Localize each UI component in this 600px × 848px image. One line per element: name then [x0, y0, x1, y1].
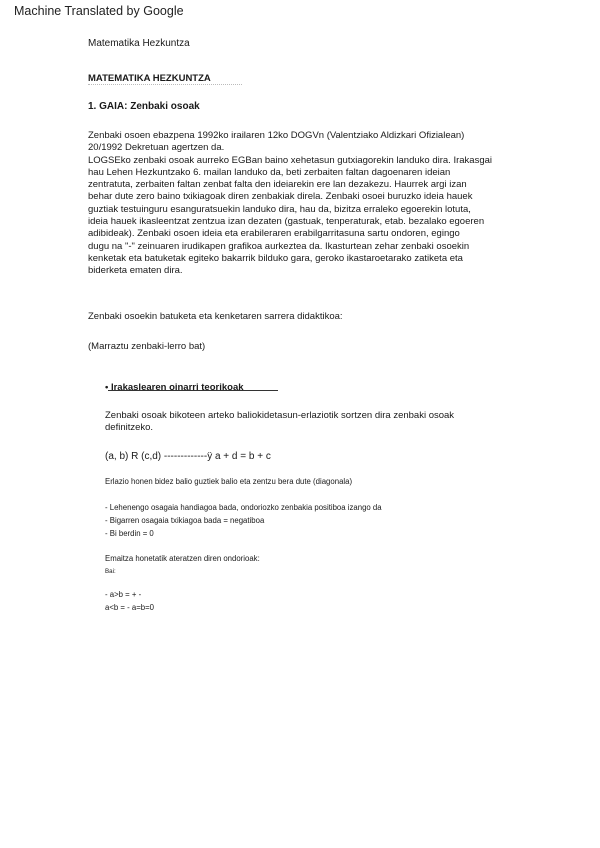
example-label: Bai:	[105, 568, 116, 575]
relation-note	[105, 475, 352, 488]
list-item: - Bi berdin = 0	[105, 529, 154, 538]
conclusions-block	[105, 552, 260, 578]
paragraph-line: LOGSEko zenbaki osoak aurreko EGBan baino xehetasun gutxiagorekin landuko dira. Irakasgai	[88, 154, 492, 166]
equivalence-formula: (a, b) R (c,d) -------------ÿ a + d = b + c	[105, 451, 271, 462]
paragraph-line: kenketak eta batuketak egiteko bakarrik bilduko gara, geroko ikastaroetarako zatiketa eta	[88, 252, 463, 264]
relation-note-text: Erlazio honen bidez balio guztiek balio eta zentzu bera dute (diagonala)	[105, 477, 353, 486]
paragraph-line: guztiak testuinguru esanguratsuekin landuko dira, hau da, bizitza erraleko egoerekin lotuta,	[88, 203, 471, 215]
paragraph-line: definitzeko.	[105, 422, 154, 434]
conclusions-intro: Emaitza honetatik ateratzen diren ondorioak:	[105, 554, 260, 563]
running-header: Matematika Hezkuntza	[88, 38, 190, 49]
theory-bullet-heading: • Irakaslearen oinarri teorikoak	[105, 382, 244, 393]
machine-translation-banner: Machine Translated by Google	[14, 4, 184, 18]
paragraph-line: ideia hauek ikasleentzat zentzua izan dezaten (gastuak, tenperaturak, etab. bezalako egoeren	[88, 216, 485, 228]
number-line-instruction: (Marraztu zenbaki-lerro bat)	[88, 341, 206, 352]
paragraph-line: Zenbaki osoak bikoteen arteko baliokidetasun-erlaziotik sortzen dira zenbaki osoak	[105, 410, 455, 421]
example-line: a<b = - a=b=0	[105, 603, 154, 612]
list-item: - Bigarren osagaia txikiagoa bada = negatiboa	[105, 516, 265, 525]
title-underline	[88, 84, 242, 85]
paragraph-line: adibideak). Zenbaki osoen ideia eta erabileraren erabilgarritasuna sartu ondoren, egingo	[88, 228, 460, 240]
document-title: MATEMATIKA HEZKUNTZA	[88, 73, 211, 84]
definition-paragraph	[105, 410, 525, 435]
paragraph-line: dugu na "-" zeinuaren irudikapen grafikoa aurkeztea da. Ikasturtean zehar zenbaki osoekin	[88, 240, 470, 252]
paragraph-line: Zenbaki osoen ebazpena 1992ko irailaren 12ko DOGVn (Valentziako Aldizkari Ofizialean)	[88, 130, 465, 141]
paragraph-line: behar dute zero baino txikiagoak diren zenbakiak direla. Zenbaki osoei buruzko ideia hauek	[88, 191, 473, 203]
example-line: - a>b = + -	[105, 590, 142, 599]
examples-block	[105, 588, 154, 614]
paragraph-line: zentratuta, zerbaiten faltan zenbat falta den ideiarekin ere lan dezakezu. Haurrek argi izan	[88, 179, 467, 191]
bullet-heading-underline	[108, 390, 278, 391]
paragraph-line: 20/1992 Dekretuan agertzen da.	[88, 142, 225, 154]
didactic-intro-line: Zenbaki osoekin batuketa eta kenketaren sarrera didaktikoa:	[88, 311, 343, 322]
paragraph-line: biderketa ematen dira.	[88, 265, 183, 277]
component-rules-list	[105, 501, 382, 540]
intro-paragraph	[88, 130, 538, 278]
section-heading: 1. GAIA: Zenbaki osoak	[88, 101, 200, 112]
paragraph-line: hau Lehen Hezkuntzako 6. mailan landuko da, beti zerbaiten faltan dagoenaren ideian	[88, 166, 451, 178]
list-item: - Lehenengo osagaia handiagoa bada, ondoriozko zenbakia positiboa izango da	[105, 503, 382, 512]
